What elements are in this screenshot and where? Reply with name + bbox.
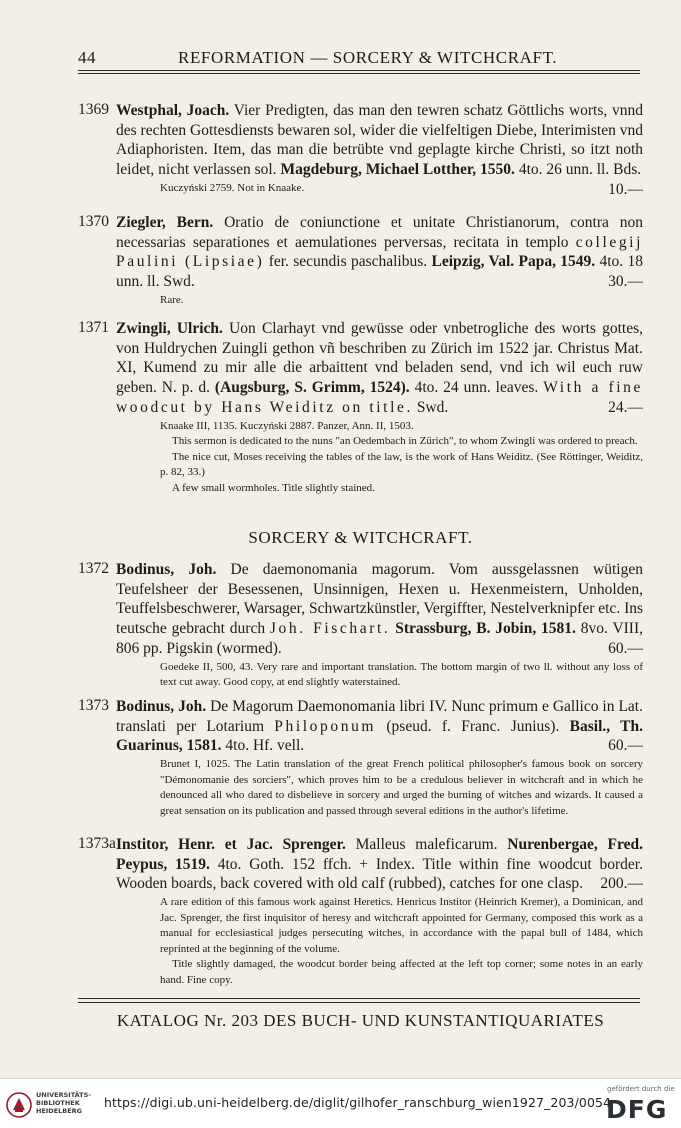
footer-rule [78, 998, 640, 999]
entry-author: Zwingli, Ulrich. [116, 320, 223, 337]
entry-author: Bodinus, Joh. [116, 698, 207, 715]
section-heading: SORCERY & WITCHCRAFT. [248, 528, 473, 547]
entry-title: Uon Clarhayt vnd gewüsse oder vnbetrogliche des worts gottes, von Huldrychen Zuingli gethon vñ beschriben zu Zürich im 1522 jar. Christus Mat. XI, Kumend zu mir alle die arbaittent vnd beladen send, vnd ich wil euch ruw geben. N. p. d. [116, 320, 643, 397]
catalog-entry [78, 560, 643, 691]
dfg-logo: DFG [606, 1095, 668, 1124]
entry-imprint: Magdeburg, Michael Lotther, 1550. [280, 161, 515, 179]
entry-price: 10.— [608, 180, 643, 198]
entry-imprint: Basil., Th. Guarinus, 1581. [116, 717, 643, 755]
entry-imprint: Leipzig, Val. Papa, 1549. [431, 253, 596, 271]
entry-notes [160, 757, 643, 819]
entry-price: 24.— [608, 398, 643, 416]
entry-title: Oratio de coniunctione et unitate Christianorum, contra non necessarias separationes et aemulationes perversas, recitata in templo [116, 214, 643, 251]
entry-format: 4to. 18 unn. ll. Swd. [116, 253, 643, 291]
entry-title-cont: (pseud. f. Franc. Junius). [376, 717, 570, 735]
page-number: 44 [78, 48, 96, 67]
entry-notes [160, 181, 643, 197]
entry-number: 1373 [78, 697, 109, 714]
entry-number: 1371 [78, 319, 109, 336]
entry-author: Ziegler, Bern. [116, 214, 214, 231]
entry-note: This sermon is dedicated to the nuns "an Oedembach in Zürich", to whom Zwingli was ordered to preach. [172, 435, 638, 448]
entry-imprint: (Augsburg, S. Grimm, 1524). [214, 379, 410, 397]
institution-line: UNIVERSITÄTS- [36, 1091, 91, 1099]
institution-name [36, 1091, 96, 1115]
entry-note: Goedeke II, 500, 43. Very rare and important translation. The bottom margin of two ll. without any loss of text cut away. Good copy, at end slightly waterstained. [160, 660, 643, 689]
funded-by-label: gefördert durch die [607, 1085, 675, 1093]
entry-format: Swd. [412, 398, 449, 416]
page-header [78, 46, 638, 72]
entry-author: Bodinus, Joh. [116, 561, 217, 578]
entry-note: A rare edition of this famous work against Heretics. Henricus Institor (Heinrich Kremer), a Dominican, and Jac. Sprenger, the first inquisitor of heresy and witchcraft appointed for Germany, composed this work as a manual for ecclesiastical judges persecuting witches, in accordance with the papal bull of 1484, which reprinted at the beginning of the volume. [160, 896, 643, 955]
entry-imprint: Strassburg, B. Jobin, 1581. [390, 620, 576, 638]
permalink-url[interactable]: https://digi.ub.uni-heidelberg.de/diglit/gilhofer_ranschburg_wien1927_203/0054 [104, 1095, 612, 1110]
entry-title: Vier Predigten, das man den tewren schatz Göttlichs worts, vnnd des rechten Gottesdiensts bewaren sol, wider die vielfeltigen Diebe, Interimisten vnd Adiaphoristen. Item, das man die betrübte vnd geplagte kirche Christi, so itzt noth leidet, nicht verlassen sol. [116, 102, 644, 179]
entry-spaced-text: Joh. Fischart. [269, 620, 391, 638]
page-footer: KATALOG Nr. 203 DES BUCH- UND KUNSTANTIQUARIATES [116, 1011, 605, 1030]
catalog-entry [78, 835, 643, 988]
entry-notes [160, 293, 643, 309]
entry-note: Brunet I, 1025. The Latin translation of the great French political philosopher's famous book on sorcery "Démonomanie des sorciers", which proves him to be a credulous believer in witchcraft and in which he denounced all who dared to disbelieve in sorcery and urged the burning of witches and wizards. It caused a great sensation on its publication and passed through several editions in the author's lifetime. [160, 758, 643, 817]
entry-spaced-text: collegij Paulini (Lipsiae) [116, 233, 643, 271]
entry-imprint: Nurenbergae, Fred. Peypus, 1519. [116, 836, 643, 873]
entry-text [116, 560, 643, 659]
entry-note: Kuczyński 2759. Not in Knaake. [160, 181, 305, 194]
entry-format: 4to. 26 unn. ll. Bds. [514, 161, 642, 179]
entry-notes [160, 419, 643, 497]
footer-rule-thin [78, 1002, 640, 1003]
entry-note: Knaake III, 1135. Kuczyński 2887. Panzer, Ann. II, 1503. [160, 419, 414, 432]
entry-notes [160, 895, 643, 988]
catalog-entry [78, 697, 643, 819]
entry-format: 8vo. VIII, 806 pp. Pigskin (wormed). [116, 620, 643, 657]
institution-line: HEIDELBERG [36, 1107, 83, 1115]
catalog-entry [78, 319, 643, 496]
entry-note: A few small wormholes. Title slightly stained. [172, 481, 375, 494]
entry-number: 1372 [78, 560, 109, 577]
entry-price: 60.— [608, 737, 643, 755]
entry-number: 1370 [78, 213, 109, 230]
entry-number: 1369 [78, 101, 109, 118]
entry-title-cont: fer. secundis paschalibus. [264, 253, 432, 271]
header-rule-thin [78, 73, 640, 74]
entry-note: Title slightly damaged, the woodcut border being affected at the left top corner; some notes in an early hand. Fine copy. [160, 958, 643, 986]
entry-format: 4to. Hf. vell. [221, 737, 305, 755]
entry-text [116, 835, 643, 894]
institution-line: BIBLIOTHEK [36, 1099, 80, 1107]
entry-text [116, 697, 643, 756]
entry-notes [160, 660, 643, 691]
entry-price: 60.— [608, 639, 643, 657]
header-rule [78, 70, 640, 71]
entry-text [116, 319, 643, 418]
entry-note: Rare. [160, 293, 184, 306]
catalog-entry [78, 213, 643, 308]
viewer-bar [0, 1078, 681, 1128]
entry-price: 30.— [608, 273, 643, 291]
entry-price: 200.— [600, 875, 643, 893]
entry-title: De daemonomania magorum. Vom aussgelassnen wütigen Teufelsheer der Besessenen, Unsinnigen, Hexen u. Hexenmeistern, Unholden, Teuffelsbeschwerer, Warsager, Schwartzkünstler, Vergiffter, Nestelverknipfer etc. Ins teutsche gebracht durch [116, 561, 644, 638]
university-seal-icon [6, 1092, 32, 1118]
running-title: REFORMATION — SORCERY & WITCHCRAFT. [178, 48, 558, 67]
entry-collation: 4to. 24 unn. leaves. [409, 379, 544, 397]
entry-title: Malleus maleficarum. [345, 836, 508, 853]
entry-format: 4to. Goth. 152 ffch. + Index. Title within fine woodcut border. Wooden boards, back covered with old calf (rubbed), catches for one clasp. [116, 855, 643, 893]
entry-author: Institor, Henr. et Jac. Sprenger. [116, 836, 346, 853]
entry-spaced-text: With a fine woodcut by Hans Weiditz on title. [116, 379, 643, 416]
entry-title: De Magorum Daemonomania libri IV. Nunc primum e Gallico in Lat. translati per Lotarium [116, 698, 643, 735]
entry-note: The nice cut, Moses receiving the tables of the law, is the work of Hans Weiditz. (See Röttinger, Weiditz, p. 82, 33.) [160, 450, 643, 479]
entry-spaced-text: Philoponum [274, 717, 377, 735]
entry-text [116, 213, 643, 292]
entry-author: Westphal, Joach. [116, 102, 230, 119]
entry-number: 1373a [78, 835, 116, 852]
catalog-entry [78, 101, 643, 200]
